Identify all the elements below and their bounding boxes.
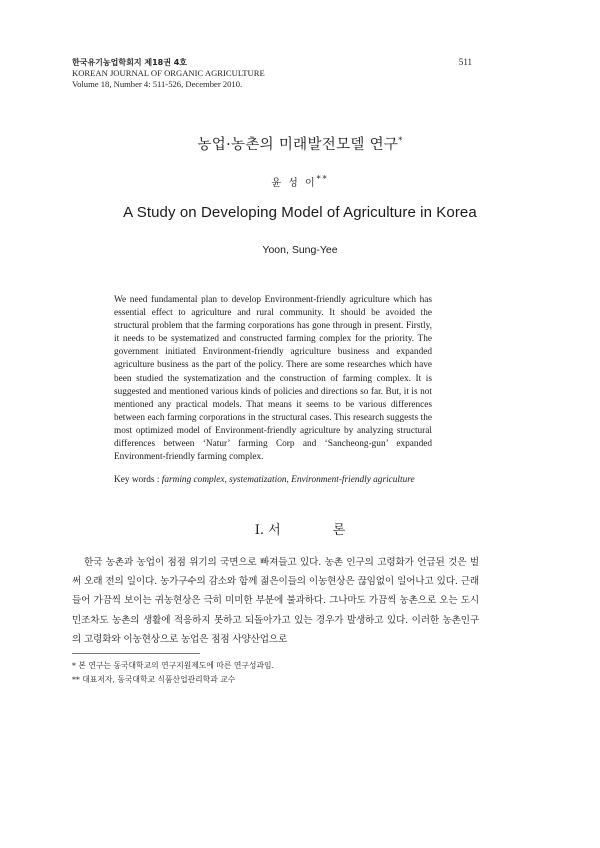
author-footnote-mark: **: [316, 174, 329, 184]
journal-name-korean: 한국유기농업학회지 제18권 4호: [72, 58, 188, 67]
abstract: We need fundamental plan to develop Environment-friendly agriculture which has essential effect to agriculture and rural community. It should be avoided the structural problem that the farming corporations has gone through in present. Firstly, it needs to be systematized and constructed farming complex for the priority. The government initiated Environment-friendly agriculture business and expanded agriculture business as the part of the policy. There are some researches which have been studied the systematization and the construction of farming complex. It is suggested and mentioned various kinds of policies and directions so far. But, it is not mentioned any practical models. That means it seems to be various differences between each farming corporations in the structural cases. This research suggests the most optimized model of Environment-friendly agriculture by analyzing structural differences between ‘Natur’ farming Corp and ‘Sancheong-gun’ expanded Environment-friendly farming complex.: [114, 295, 432, 463]
body-text: [72, 553, 479, 649]
title-korean-text: 농업·농촌의 미래발전모델 연구: [197, 137, 399, 153]
footnote-divider: [72, 653, 200, 654]
section-heading-number: Ⅰ. 서: [254, 523, 281, 538]
keywords-label: Key words :: [114, 475, 162, 485]
page-number: 511: [458, 57, 472, 67]
author-korean-text: 윤 성 이: [271, 178, 317, 189]
section-heading: [0, 519, 600, 538]
author-english: Yoon, Sung-Yee: [262, 244, 338, 256]
author-korean: [0, 174, 600, 189]
title-korean: [0, 133, 600, 154]
journal-name-english: KOREAN JOURNAL OF ORGANIC AGRICULTURE: [72, 68, 265, 78]
keywords: [114, 475, 454, 485]
keywords-values: farming complex, systematization, Environment-friendly agriculture: [161, 475, 415, 485]
title-english: A Study on Developing Model of Agriculture in Korea: [123, 204, 477, 221]
footnote-1: * 본 연구는 동국대학교의 연구지원제도에 따른 연구성과임.: [72, 661, 275, 670]
footnote-2: ** 대표저자, 동국대학교 식품산업관리학과 교수: [72, 675, 236, 684]
body-paragraph: 한국 농촌과 농업이 점점 위기의 국면으로 빠져들고 있다. 농촌 인구의 고령화가 언급된 것은 벌써 오래 전의 일이다. 농가구수의 감소와 함께 젊은이들의 이농현상은 끊임없이 일어나고 있다. 근래 들어 가끔씩 보이는 귀농현상은 극히 미미한 부분에 불과하다. 그나마도 가끔씩 농촌으로 오는 도시민조차도 농촌의 생활에 적응하지 못하고 되돌아가고 있는 경우가 발생하고 있다. 이러한 농촌인구의 고령화와 이농현상으로 농업은 점점 사양산업으로: [72, 557, 479, 645]
title-footnote-mark: *: [398, 136, 403, 146]
journal-header: [72, 57, 265, 90]
section-heading-rest: 론: [332, 523, 346, 538]
journal-volume: Volume 18, Number 4: 511-526, December 2010.: [72, 79, 243, 89]
